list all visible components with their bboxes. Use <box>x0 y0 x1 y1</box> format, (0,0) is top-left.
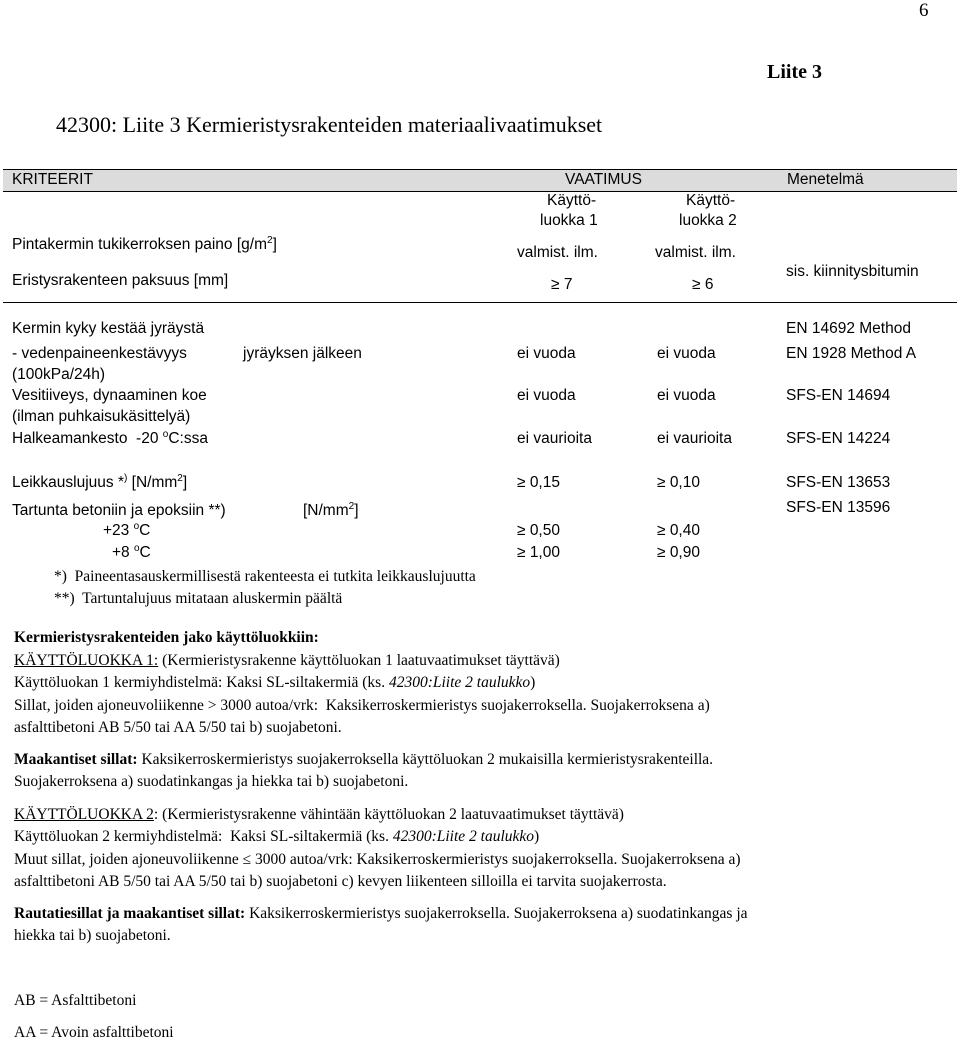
header-criteria: KRITEERIT <box>12 171 93 188</box>
class1-line2: Käyttöluokan 1 kermiyhdistelmä: Kaksi SL-siltakermiä (ks. 42300:Liite 2 taulukko) <box>14 674 536 691</box>
row-crack-class1: ei vaurioita <box>517 430 592 447</box>
row-crush-sub-b: jyräyksen jälkeen <box>243 345 362 362</box>
header-class1-line2: luokka 1 <box>540 212 598 229</box>
row-adhesion-method: SFS-EN 13596 <box>786 499 891 516</box>
railway-bridges-line1: Rautatiesillat ja maakantiset sillat: Kaksikerroskermieristys suojakerroksella. Suojakerroksena a) suodatinkangas ja <box>14 905 748 922</box>
row-crush-method1: EN 14692 Method <box>786 320 911 337</box>
row-thickness-label: Eristysrakenteen paksuus [mm] <box>12 272 229 289</box>
land-bridges-line2: Suojakerroksena a) suodatinkangas ja hiekka tai b) suojabetoni. <box>14 773 409 790</box>
page-number: 6 <box>919 0 929 21</box>
row-crush-label: Kermin kyky kestää jyräystä <box>12 320 205 337</box>
row-adhesion-unit: $[N/mm^2]$ <box>303 501 359 519</box>
class2-line3: Muut sillat, joiden ajoneuvoliikenne ≤ 3000 autoa/vrk: Kaksikerroskermieristys suojakerroksella. Suojakerroksena a) <box>14 851 741 868</box>
header-method: Menetelmä <box>787 171 864 188</box>
header-class2-line2: luokka 2 <box>679 212 737 229</box>
row-adhesion-temp1: +23 $^o$C <box>103 521 151 539</box>
row-crush-method2: EN 1928 Method A <box>786 345 917 362</box>
page-title: 42300: Liite 3 Kermieristysrakenteiden materiaalivaatimukset <box>56 112 603 137</box>
header-class2-line1: Käyttö- <box>686 192 736 209</box>
table-header-divider <box>3 191 957 192</box>
row-water-class2: ei vuoda <box>657 387 716 404</box>
row-crack-label: Halkeamankesto -20 $^o$C:ssa <box>12 429 208 447</box>
section-heading: Kermieristysrakenteiden jako käyttöluokkiin: <box>14 629 319 646</box>
row-water-class1: ei vuoda <box>517 387 576 404</box>
row-water-label1: Vesitiiveys, dynaaminen koe <box>12 387 207 404</box>
row-crush-sub-a: - vedenpaineenkestävyys <box>12 345 187 362</box>
row-weight-label: Pintakermin tukikerroksen paino $[g/m^2]$ <box>12 235 277 253</box>
land-bridges-line1: Maakantiset sillat: Kaksikerroskermieristys suojakerroksella käyttöluokan 2 mukaisilla kermieristysrakenteilla. <box>14 751 714 768</box>
row-crush-class1: ei vuoda <box>517 345 576 362</box>
row-shear-class2: ≥ 0,10 <box>657 474 700 491</box>
row-shear-method: SFS-EN 13653 <box>786 474 891 491</box>
row-thickness-class2: ≥ 6 <box>692 276 714 293</box>
class1-line1: KÄYTTÖLUOKKA 1: (Kermieristysrakenne käyttöluokan 1 laatuvaatimukset täyttävä) <box>14 652 560 669</box>
row-crack-class2: ei vaurioita <box>657 430 732 447</box>
table-footnote-2: **) Tartuntalujuus mitataan aluskermin päältä <box>54 590 343 607</box>
railway-bridges-line2: hiekka tai b) suojabetoni. <box>14 927 171 944</box>
row-weight-class2: valmist. ilm. <box>655 244 736 261</box>
class1-line4: asfalttibetoni AB 5/50 tai AA 5/50 tai b) suojabetoni. <box>14 719 342 736</box>
row-crush-class2: ei vuoda <box>657 345 716 362</box>
row-shear-class1: ≥ 0,15 <box>517 474 560 491</box>
class2-line2: Käyttöluokan 2 kermiyhdistelmä: Kaksi SL-siltakermiä (ks. 42300:Liite 2 taulukko) <box>14 828 540 845</box>
row-water-method: SFS-EN 14694 <box>786 387 891 404</box>
row-divider <box>3 302 957 303</box>
table-top-border <box>3 169 957 170</box>
row-adhesion-temp2-class1: ≥ 1,00 <box>517 544 560 561</box>
row-water-label2: (ilman puhkaisukäsittelyä) <box>12 408 191 425</box>
appendix-label: Liite 3 <box>767 61 822 83</box>
class2-line1: KÄYTTÖLUOKKA 2: (Kermieristysrakenne vähintään käyttöluokan 2 laatuvaatimukset täyttävä) <box>14 806 624 823</box>
row-shear-label: Leikkauslujuus *) $[N/mm^2]$ <box>12 473 188 491</box>
row-adhesion-temp2-class2: ≥ 0,90 <box>657 544 700 561</box>
class2-line4: asfalttibetoni AB 5/50 tai AA 5/50 tai b) suojabetoni c) kevyen liikenteen silloilla ei tarvita suojakerrosta. <box>14 873 667 890</box>
row-adhesion-temp1-class1: ≥ 0,50 <box>517 522 560 539</box>
class1-line3: Sillat, joiden ajoneuvoliikenne > 3000 autoa/vrk: Kaksikerroskermieristys suojakerroksella. Suojakerroksena a) <box>14 697 710 714</box>
row-thickness-class1: ≥ 7 <box>551 276 573 293</box>
abbreviation-ab: AB = Asfalttibetoni <box>14 992 137 1009</box>
row-adhesion-temp1-class2: ≥ 0,40 <box>657 522 700 539</box>
row-thickness-method: sis. kiinnitysbitumin <box>786 263 919 280</box>
header-requirement: VAATIMUS <box>565 171 642 188</box>
row-weight-class1: valmist. ilm. <box>517 244 598 261</box>
abbreviation-aa: AA = Avoin asfalttibetoni <box>14 1024 174 1041</box>
table-footnote-1: *) Paineentasauskermillisestä rakenteesta ei tutkita leikkauslujuutta <box>54 568 476 585</box>
row-crush-sub-c: (100kPa/24h) <box>12 366 106 383</box>
row-crack-method: SFS-EN 14224 <box>786 430 891 447</box>
row-adhesion-label: Tartunta betoniin ja epoksiin **) <box>12 502 226 519</box>
row-adhesion-temp2: +8 $^o$C <box>112 543 151 561</box>
header-class1-line1: Käyttö- <box>547 192 597 209</box>
